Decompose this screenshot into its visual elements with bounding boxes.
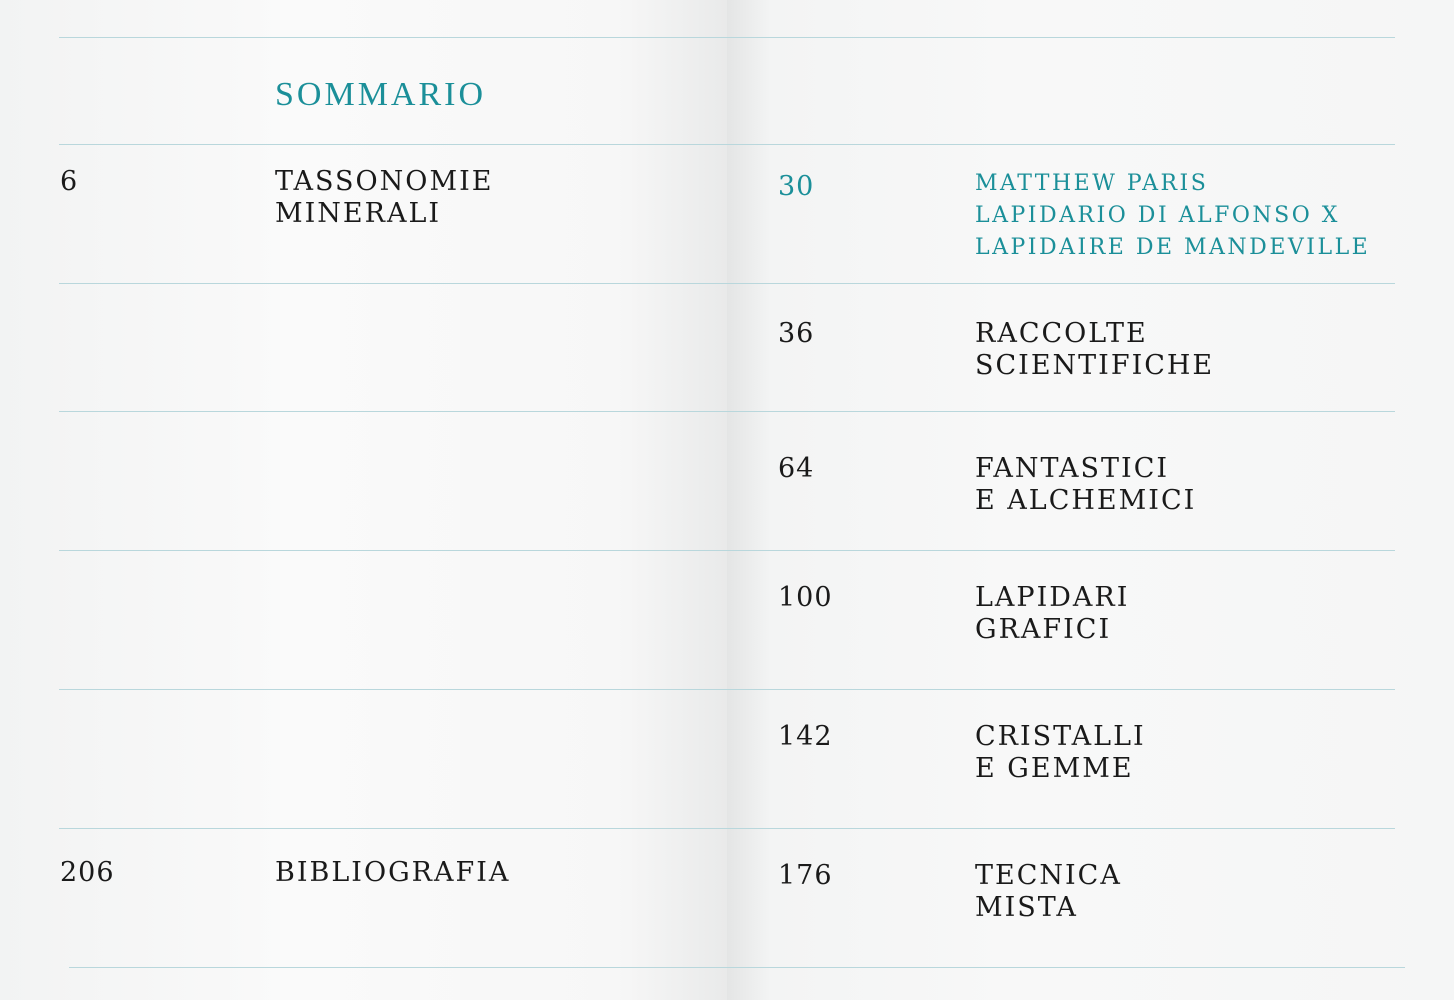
- toc-entry-title: [275, 166, 493, 230]
- toc-entry-line: E ALCHEMICI: [975, 485, 1197, 516]
- toc-entry-title: [975, 721, 1146, 785]
- toc-entry-line: CRISTALLI: [975, 721, 1146, 752]
- toc-page-number: 36: [778, 318, 815, 349]
- toc-entry-line: TECNICA: [975, 860, 1122, 891]
- toc-page-number: 142: [778, 721, 833, 752]
- toc-entry-line: RACCOLTE: [975, 318, 1148, 349]
- toc-entry-line: TASSONOMIE: [275, 166, 494, 197]
- toc-entry-title: [975, 168, 1370, 264]
- toc-entry-line: BIBLIOGRAFIA: [275, 857, 511, 888]
- rule: [69, 967, 1405, 968]
- rule: [59, 828, 1395, 829]
- page-title: SOMMARIO: [275, 76, 487, 113]
- toc-page-number: 30: [778, 171, 815, 202]
- toc-entry-line: LAPIDAIRE DE MANDEVILLE: [975, 235, 1371, 260]
- toc-page-number: 176: [778, 860, 833, 891]
- toc-page-number: 6: [60, 166, 79, 197]
- rule: [59, 550, 1395, 551]
- rule: [59, 689, 1395, 690]
- toc-entry-title: [975, 860, 1122, 924]
- toc-entry-line: FANTASTICI: [975, 453, 1170, 484]
- toc-entry-line: MATTHEW PARIS: [975, 171, 1209, 196]
- toc-entry-title: [975, 582, 1129, 646]
- toc-entry-title: [975, 453, 1196, 517]
- toc-entry-line: LAPIDARIO DI ALFONSO X: [975, 203, 1340, 228]
- rule: [59, 283, 1395, 284]
- rule: [59, 144, 1395, 145]
- toc-page-number: 100: [778, 582, 833, 613]
- rule: [59, 37, 1395, 38]
- toc-entry-line: LAPIDARI: [975, 582, 1130, 613]
- toc-page-number: 206: [60, 857, 115, 888]
- toc-entry-line: MINERALI: [275, 198, 442, 229]
- toc-entry-line: GRAFICI: [975, 614, 1112, 645]
- rule: [59, 411, 1395, 412]
- toc-page-number: 64: [778, 453, 815, 484]
- toc-entry-line: SCIENTIFICHE: [975, 350, 1215, 381]
- toc-entry-line: MISTA: [975, 892, 1078, 923]
- toc-entry-title: [275, 857, 510, 889]
- toc-entry-line: E GEMME: [975, 753, 1134, 784]
- toc-entry-title: [975, 318, 1214, 382]
